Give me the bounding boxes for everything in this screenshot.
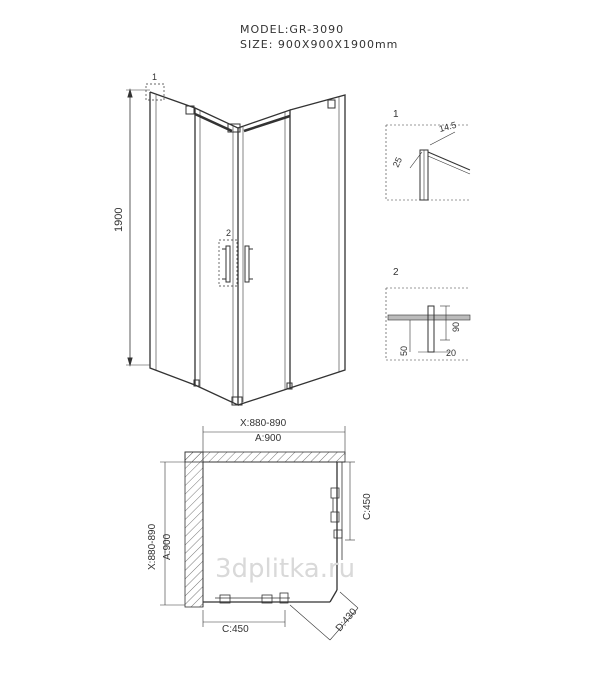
plan-d-label: D:430 — [333, 606, 360, 634]
callout-2-label: 2 — [226, 228, 232, 238]
detail-2-dim-b: 50 — [399, 345, 409, 356]
plan-c-right-label: C:450 — [362, 493, 373, 520]
detail-2-dim-c: 20 — [446, 348, 457, 358]
front-view — [113, 72, 345, 405]
plan-c-bottom-label: C:450 — [222, 624, 249, 635]
plan-x-label: X:880-890 — [240, 418, 287, 429]
plan-y-x-label: X:880-890 — [147, 523, 158, 570]
watermark-text: 3dplitka.ru — [215, 554, 356, 584]
detail-1-label: 1 — [393, 109, 399, 120]
model-label: MODEL:GR-3090 — [240, 23, 345, 36]
detail-1-dim-b: 25 — [390, 155, 405, 169]
height-dimension-label: 1900 — [113, 207, 125, 232]
detail-1 — [386, 109, 470, 200]
plan-a-label: A:900 — [255, 433, 282, 444]
plan-view — [147, 418, 373, 640]
plan-y-a-label: A:900 — [162, 533, 173, 560]
detail-2-label: 2 — [393, 267, 399, 278]
callout-1-label: 1 — [152, 72, 158, 82]
detail-1-dim-a: 14.5 — [437, 119, 458, 134]
detail-2-dim-a: 90 — [451, 321, 461, 332]
detail-2 — [386, 267, 470, 360]
size-label: SIZE: 900X900X1900mm — [240, 38, 399, 51]
